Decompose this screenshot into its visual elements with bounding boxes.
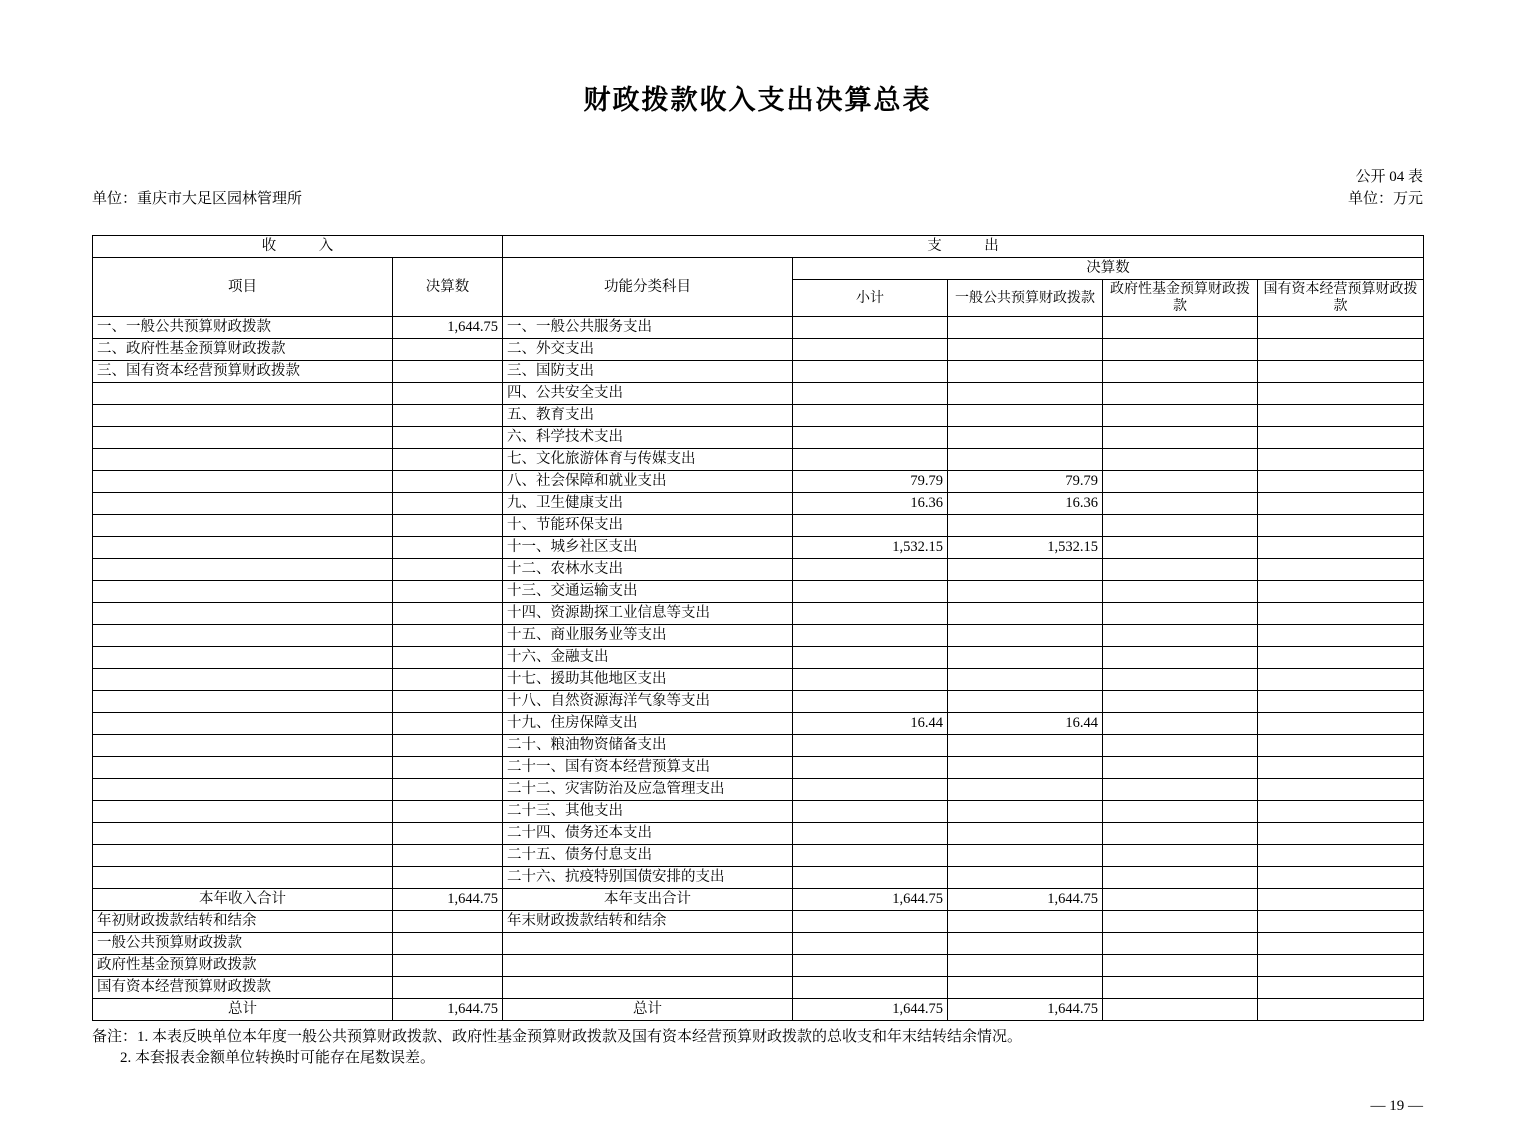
expense-capital-value	[1258, 559, 1424, 581]
income-item-label	[93, 427, 393, 449]
summary-general-value	[948, 955, 1103, 977]
summary-fund-value	[1103, 889, 1258, 911]
income-item-value	[393, 735, 503, 757]
header-state-capital: 国有资本经营预算财政拨款	[1258, 280, 1424, 317]
summary-capital-value	[1258, 955, 1424, 977]
expense-capital-value	[1258, 317, 1424, 339]
table-row	[93, 757, 1424, 779]
income-item-value	[393, 625, 503, 647]
table-row	[93, 339, 1424, 361]
expense-capital-value	[1258, 691, 1424, 713]
expense-fund-value	[1103, 691, 1258, 713]
expense-item-label: 十六、金融支出	[503, 647, 793, 669]
expense-item-label: 十一、城乡社区支出	[503, 537, 793, 559]
income-item-value	[393, 647, 503, 669]
expense-subtotal-value	[793, 801, 948, 823]
summary-general-value: 1,644.75	[948, 999, 1103, 1021]
expense-item-label: 七、文化旅游体育与传媒支出	[503, 449, 793, 471]
summary-subtotal-value: 1,644.75	[793, 999, 948, 1021]
income-item-value	[393, 823, 503, 845]
expense-subtotal-value: 16.36	[793, 493, 948, 515]
income-item-label	[93, 647, 393, 669]
unit-measure: 单位：万元	[1347, 191, 1423, 207]
expense-item-label: 十五、商业服务业等支出	[503, 625, 793, 647]
form-number: 公开 04 表	[1355, 169, 1423, 185]
table-row	[93, 669, 1424, 691]
table-row	[93, 449, 1424, 471]
table-row	[93, 691, 1424, 713]
expense-item-label: 九、卫生健康支出	[503, 493, 793, 515]
summary-fund-value	[1103, 977, 1258, 999]
header-final-group: 决算数	[793, 258, 1424, 280]
expense-capital-value	[1258, 405, 1424, 427]
income-item-value	[393, 339, 503, 361]
budget-table-wrapper	[92, 235, 1423, 1021]
expense-subtotal-value	[793, 823, 948, 845]
expense-general-value: 16.36	[948, 493, 1103, 515]
table-row	[93, 713, 1424, 735]
income-item-value	[393, 537, 503, 559]
expense-capital-value	[1258, 735, 1424, 757]
table-row	[93, 735, 1424, 757]
expense-general-value	[948, 779, 1103, 801]
unit-name: 单位：重庆市大足区园林管理所	[92, 191, 303, 207]
expense-fund-value	[1103, 383, 1258, 405]
expense-general-value	[948, 669, 1103, 691]
income-item-label	[93, 625, 393, 647]
expense-subtotal-value: 79.79	[793, 471, 948, 493]
summary-subtotal-value	[793, 977, 948, 999]
expense-subtotal-value: 1,532.15	[793, 537, 948, 559]
income-item-label	[93, 757, 393, 779]
income-item-value	[393, 801, 503, 823]
expense-item-label: 六、科学技术支出	[503, 427, 793, 449]
income-item-label	[93, 867, 393, 889]
summary-general-value: 1,644.75	[948, 889, 1103, 911]
income-item-value	[393, 449, 503, 471]
income-item-value	[393, 713, 503, 735]
summary-row	[93, 911, 1424, 933]
income-item-value	[393, 559, 503, 581]
income-item-label: 一、一般公共预算财政拨款	[93, 317, 393, 339]
income-item-value	[393, 361, 503, 383]
summary-row	[93, 955, 1424, 977]
expense-fund-value	[1103, 647, 1258, 669]
expense-general-value	[948, 405, 1103, 427]
income-item-label	[93, 735, 393, 757]
table-row	[93, 471, 1424, 493]
expense-general-value	[948, 845, 1103, 867]
expense-fund-value	[1103, 713, 1258, 735]
expense-general-value	[948, 515, 1103, 537]
expense-capital-value	[1258, 669, 1424, 691]
expense-subtotal-value	[793, 845, 948, 867]
expense-fund-value	[1103, 471, 1258, 493]
summary-expense-label: 年末财政拨款结转和结余	[503, 911, 793, 933]
table-row	[93, 515, 1424, 537]
table-row	[93, 779, 1424, 801]
summary-income-value	[393, 933, 503, 955]
income-item-value	[393, 669, 503, 691]
summary-income-label: 总计	[93, 999, 393, 1021]
header-income-item: 项目	[93, 258, 393, 317]
header-income-group: 收 入	[93, 236, 503, 258]
expense-capital-value	[1258, 339, 1424, 361]
expense-subtotal-value	[793, 669, 948, 691]
table-row	[93, 427, 1424, 449]
expense-subtotal-value	[793, 515, 948, 537]
summary-fund-value	[1103, 911, 1258, 933]
table-row	[93, 647, 1424, 669]
expense-capital-value	[1258, 515, 1424, 537]
expense-capital-value	[1258, 845, 1424, 867]
expense-item-label: 二十三、其他支出	[503, 801, 793, 823]
expense-capital-value	[1258, 581, 1424, 603]
summary-capital-value	[1258, 933, 1424, 955]
summary-fund-value	[1103, 933, 1258, 955]
income-item-label	[93, 537, 393, 559]
expense-capital-value	[1258, 383, 1424, 405]
income-item-label	[93, 383, 393, 405]
income-item-value	[393, 405, 503, 427]
expense-subtotal-value	[793, 735, 948, 757]
income-item-value	[393, 757, 503, 779]
expense-capital-value	[1258, 779, 1424, 801]
income-item-label	[93, 515, 393, 537]
expense-item-label: 三、国防支出	[503, 361, 793, 383]
expense-subtotal-value	[793, 867, 948, 889]
expense-subtotal-value	[793, 427, 948, 449]
expense-subtotal-value	[793, 603, 948, 625]
document-page	[0, 78, 1515, 1147]
income-item-label	[93, 471, 393, 493]
summary-income-value: 1,644.75	[393, 999, 503, 1021]
expense-item-label: 二十一、国有资本经营预算支出	[503, 757, 793, 779]
income-item-value	[393, 845, 503, 867]
income-item-label	[93, 845, 393, 867]
expense-general-value	[948, 801, 1103, 823]
expense-fund-value	[1103, 757, 1258, 779]
income-item-value	[393, 603, 503, 625]
income-item-value	[393, 691, 503, 713]
income-item-label	[93, 779, 393, 801]
expense-fund-value	[1103, 581, 1258, 603]
summary-income-value	[393, 977, 503, 999]
expense-item-label: 十九、住房保障支出	[503, 713, 793, 735]
expense-fund-value	[1103, 361, 1258, 383]
income-item-value: 1,644.75	[393, 317, 503, 339]
income-item-label	[93, 669, 393, 691]
expense-item-label: 四、公共安全支出	[503, 383, 793, 405]
header-function-subject: 功能分类科目	[503, 258, 793, 317]
expense-item-label: 一、一般公共服务支出	[503, 317, 793, 339]
income-item-value	[393, 581, 503, 603]
expense-item-label: 十四、资源勘探工业信息等支出	[503, 603, 793, 625]
expense-subtotal-value: 16.44	[793, 713, 948, 735]
income-item-label	[93, 691, 393, 713]
expense-subtotal-value	[793, 339, 948, 361]
expense-item-label: 十二、农林水支出	[503, 559, 793, 581]
expense-general-value: 16.44	[948, 713, 1103, 735]
expense-fund-value	[1103, 449, 1258, 471]
table-row	[93, 537, 1424, 559]
note-1: 备注：1. 本表反映单位本年度一般公共预算财政拨款、政府性基金预算财政拨款及国有资本经营预算财政拨款的总收支和年末结转结余情况。	[92, 1029, 1023, 1045]
summary-expense-label: 本年支出合计	[503, 889, 793, 911]
expense-item-label: 八、社会保障和就业支出	[503, 471, 793, 493]
expense-capital-value	[1258, 625, 1424, 647]
summary-fund-value	[1103, 955, 1258, 977]
expense-general-value	[948, 823, 1103, 845]
table-header-sub-row-1	[93, 258, 1424, 280]
expense-subtotal-value	[793, 383, 948, 405]
budget-table	[92, 235, 1424, 1021]
expense-fund-value	[1103, 405, 1258, 427]
header-income-final: 决算数	[393, 258, 503, 317]
expense-fund-value	[1103, 779, 1258, 801]
expense-general-value	[948, 625, 1103, 647]
summary-subtotal-value	[793, 955, 948, 977]
expense-item-label: 二十二、灾害防治及应急管理支出	[503, 779, 793, 801]
summary-fund-value	[1103, 999, 1258, 1021]
income-item-label	[93, 713, 393, 735]
expense-general-value	[948, 691, 1103, 713]
expense-subtotal-value	[793, 757, 948, 779]
expense-subtotal-value	[793, 405, 948, 427]
meta-block	[92, 117, 1423, 207]
income-item-value	[393, 427, 503, 449]
expense-general-value	[948, 603, 1103, 625]
expense-capital-value	[1258, 361, 1424, 383]
header-general-public: 一般公共预算财政拨款	[948, 280, 1103, 317]
expense-general-value	[948, 427, 1103, 449]
expense-general-value	[948, 449, 1103, 471]
income-item-value	[393, 493, 503, 515]
expense-item-label: 五、教育支出	[503, 405, 793, 427]
income-item-value	[393, 515, 503, 537]
table-row	[93, 603, 1424, 625]
expense-fund-value	[1103, 669, 1258, 691]
expense-general-value	[948, 383, 1103, 405]
expense-item-label: 二、外交支出	[503, 339, 793, 361]
summary-income-value	[393, 955, 503, 977]
expense-capital-value	[1258, 603, 1424, 625]
table-row	[93, 405, 1424, 427]
expense-fund-value	[1103, 867, 1258, 889]
expense-general-value: 1,532.15	[948, 537, 1103, 559]
summary-income-value	[393, 911, 503, 933]
expense-item-label: 十三、交通运输支出	[503, 581, 793, 603]
expense-capital-value	[1258, 801, 1424, 823]
summary-general-value	[948, 933, 1103, 955]
page-title: 财政拨款收入支出决算总表	[583, 85, 932, 115]
expense-item-label: 十七、援助其他地区支出	[503, 669, 793, 691]
income-item-value	[393, 383, 503, 405]
summary-income-label: 年初财政拨款结转和结余	[93, 911, 393, 933]
expense-capital-value	[1258, 757, 1424, 779]
expense-item-label: 十、节能环保支出	[503, 515, 793, 537]
expense-fund-value	[1103, 493, 1258, 515]
summary-expense-label	[503, 977, 793, 999]
summary-income-value: 1,644.75	[393, 889, 503, 911]
income-item-label: 二、政府性基金预算财政拨款	[93, 339, 393, 361]
income-item-label	[93, 449, 393, 471]
expense-subtotal-value	[793, 581, 948, 603]
expense-fund-value	[1103, 427, 1258, 449]
expense-fund-value	[1103, 537, 1258, 559]
income-item-label	[93, 801, 393, 823]
expense-capital-value	[1258, 471, 1424, 493]
summary-capital-value	[1258, 977, 1424, 999]
summary-row	[93, 933, 1424, 955]
note-2: 2. 本套报表金额单位转换时可能存在尾数误差。	[120, 1050, 436, 1066]
expense-general-value	[948, 361, 1103, 383]
table-row	[93, 559, 1424, 581]
expense-general-value	[948, 317, 1103, 339]
expense-general-value	[948, 757, 1103, 779]
expense-capital-value	[1258, 823, 1424, 845]
summary-row	[93, 977, 1424, 999]
table-row	[93, 823, 1424, 845]
expense-capital-value	[1258, 647, 1424, 669]
header-expense-group: 支 出	[503, 236, 1424, 258]
expense-general-value: 79.79	[948, 471, 1103, 493]
table-row	[93, 581, 1424, 603]
expense-subtotal-value	[793, 691, 948, 713]
expense-capital-value	[1258, 867, 1424, 889]
expense-item-label: 十八、自然资源海洋气象等支出	[503, 691, 793, 713]
summary-subtotal-value	[793, 911, 948, 933]
expense-capital-value	[1258, 493, 1424, 515]
income-item-label	[93, 581, 393, 603]
expense-item-label: 二十、粮油物资储备支出	[503, 735, 793, 757]
expense-general-value	[948, 559, 1103, 581]
expense-fund-value	[1103, 603, 1258, 625]
expense-subtotal-value	[793, 647, 948, 669]
expense-subtotal-value	[793, 559, 948, 581]
summary-capital-value	[1258, 911, 1424, 933]
summary-income-label: 一般公共预算财政拨款	[93, 933, 393, 955]
expense-general-value	[948, 339, 1103, 361]
summary-income-label: 政府性基金预算财政拨款	[93, 955, 393, 977]
table-row	[93, 845, 1424, 867]
income-item-label	[93, 493, 393, 515]
table-row	[93, 317, 1424, 339]
expense-subtotal-value	[793, 779, 948, 801]
summary-income-label: 国有资本经营预算财政拨款	[93, 977, 393, 999]
summary-income-label: 本年收入合计	[93, 889, 393, 911]
expense-general-value	[948, 647, 1103, 669]
table-row	[93, 625, 1424, 647]
income-item-label	[93, 823, 393, 845]
table-notes	[92, 1027, 1423, 1069]
summary-subtotal-value	[793, 933, 948, 955]
summary-expense-label	[503, 955, 793, 977]
expense-fund-value	[1103, 515, 1258, 537]
expense-capital-value	[1258, 427, 1424, 449]
table-header-group-row	[93, 236, 1424, 258]
table-row	[93, 801, 1424, 823]
income-item-label	[93, 603, 393, 625]
expense-general-value	[948, 581, 1103, 603]
expense-fund-value	[1103, 317, 1258, 339]
table-row	[93, 383, 1424, 405]
expense-subtotal-value	[793, 449, 948, 471]
header-gov-fund: 政府性基金预算财政拨款	[1103, 280, 1258, 317]
expense-subtotal-value	[793, 317, 948, 339]
summary-expense-label	[503, 933, 793, 955]
summary-general-value	[948, 977, 1103, 999]
income-item-value	[393, 867, 503, 889]
table-row	[93, 361, 1424, 383]
expense-fund-value	[1103, 559, 1258, 581]
summary-capital-value	[1258, 889, 1424, 911]
expense-fund-value	[1103, 823, 1258, 845]
income-item-label	[93, 559, 393, 581]
table-row	[93, 867, 1424, 889]
expense-general-value	[948, 867, 1103, 889]
income-item-value	[393, 779, 503, 801]
expense-capital-value	[1258, 537, 1424, 559]
expense-item-label: 二十六、抗疫特别国债安排的支出	[503, 867, 793, 889]
income-item-label	[93, 405, 393, 427]
summary-expense-label: 总计	[503, 999, 793, 1021]
expense-fund-value	[1103, 625, 1258, 647]
summary-row	[93, 889, 1424, 911]
expense-fund-value	[1103, 801, 1258, 823]
expense-fund-value	[1103, 735, 1258, 757]
summary-capital-value	[1258, 999, 1424, 1021]
expense-fund-value	[1103, 339, 1258, 361]
header-subtotal: 小计	[793, 280, 948, 317]
expense-capital-value	[1258, 713, 1424, 735]
summary-subtotal-value: 1,644.75	[793, 889, 948, 911]
summary-general-value	[948, 911, 1103, 933]
expense-fund-value	[1103, 845, 1258, 867]
expense-item-label: 二十五、债务付息支出	[503, 845, 793, 867]
expense-general-value	[948, 735, 1103, 757]
summary-row	[93, 999, 1424, 1021]
expense-capital-value	[1258, 449, 1424, 471]
expense-subtotal-value	[793, 361, 948, 383]
income-item-label: 三、国有资本经营预算财政拨款	[93, 361, 393, 383]
page-number: — 19 —	[1370, 1098, 1423, 1114]
expense-subtotal-value	[793, 625, 948, 647]
expense-item-label: 二十四、债务还本支出	[503, 823, 793, 845]
table-row	[93, 493, 1424, 515]
income-item-value	[393, 471, 503, 493]
